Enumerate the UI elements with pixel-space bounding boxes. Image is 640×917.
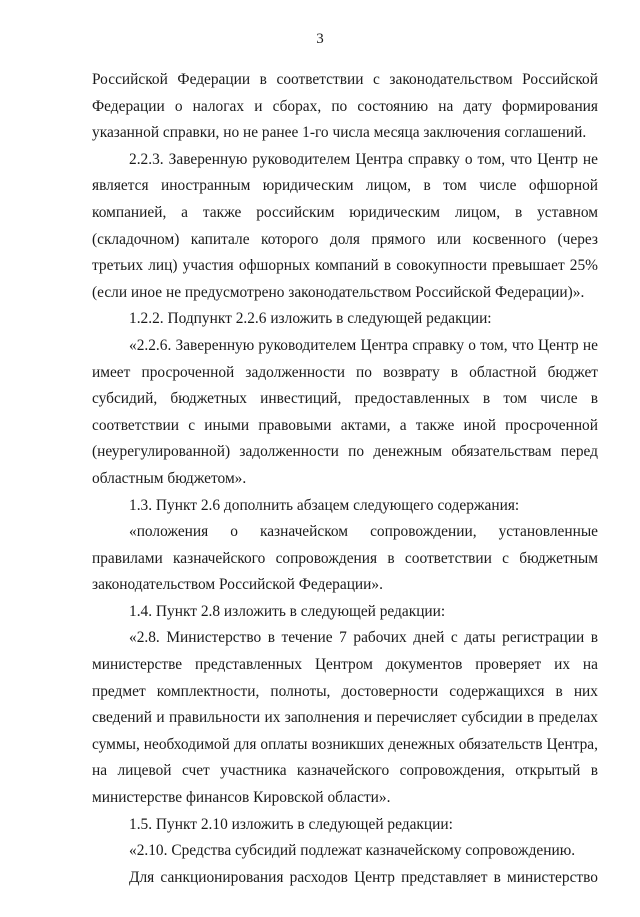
paragraph-8: «2.8. Министерство в течение 7 рабочих дней с даты регистрации в министерстве представленных Центром документов проверяет их на предмет комплектности, полноты, достоверности содержащихся в них сведений и правильности их заполнения и перечисляет субсидии в пределах суммы, необходимой для оплаты возникших денежных обязательств Центра, на лицевой счет участника казначейского сопровождения, открытый в министерстве финансов Кировской области». bbox=[92, 629, 598, 807]
paragraph-11: Для санкционирования расходов Центр представляет в министерство bbox=[129, 868, 598, 886]
paragraph-1: Российской Федерации в соответствии с законодательством Российской Федерации о налогах и сборах, по состоянию на дату формирования указанной справки, но не ранее 1-го числа месяца заключения соглашений. bbox=[92, 71, 598, 142]
paragraph-4: «2.2.6. Заверенную руководителем Центра справку о том, что Центр не имеет просроченной задолженности по возврату в областной бюджет субсидий, бюджетных инвестиций, предоставленных в том числе в соответствии с иными правовыми актами, а также иной просроченной (неурегулированной) задолженности по денежным обязательствам перед областным бюджетом». bbox=[92, 336, 598, 487]
document-body bbox=[92, 67, 598, 891]
paragraph-10: «2.10. Средства субсидий подлежат казначейскому сопровождению. bbox=[129, 842, 576, 860]
paragraph-7: 1.4. Пункт 2.8 изложить в следующей редакции: bbox=[129, 602, 446, 620]
paragraph-2: 2.2.3. Заверенную руководителем Центра справку о том, что Центр не является иностранным юридическим лицом, в том числе офшорной компанией, а также российским юридическим лицом, в уставном (складочном) капитале которого доля прямого или косвенного (через третьих лиц) участия офшорных компаний в совокупности превышает 25% (если иное не предусмотрено законодательством Российской Федерации)». bbox=[92, 150, 598, 301]
paragraph-5: 1.3. Пункт 2.6 дополнить абзацем следующего содержания: bbox=[129, 496, 520, 514]
paragraph-6: «положения о казначейском сопровождении, установленные правилами казначейского сопровождения в соответствии с бюджетным законодательством Российской Федерации». bbox=[92, 523, 598, 594]
paragraph-9: 1.5. Пункт 2.10 изложить в следующей редакции: bbox=[129, 815, 453, 833]
paragraph-3: 1.2.2. Подпункт 2.2.6 изложить в следующей редакции: bbox=[129, 310, 492, 328]
page-number: 3 bbox=[316, 31, 324, 47]
